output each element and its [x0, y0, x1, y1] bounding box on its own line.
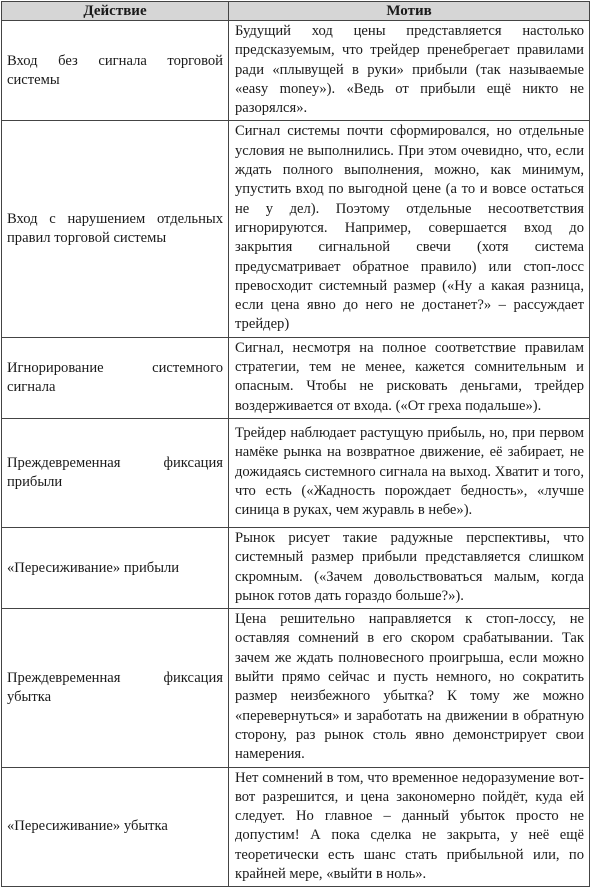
- motive-cell: Цена решительно направляется к стоп-лоссу, не оставляя сомнений в его скором срабатывании. Так зачем же ждать полновесного проигрыша, если можно выйти прямо сейчас и пусть немного, но сократить размер неизбежного убытка? К тому же можно «перевернуться» и заработать на движении в обратную сторону, раз рынок столь явно демонстрирует свои намерения.: [229, 609, 590, 767]
- table-row: [2, 21, 590, 121]
- motive-cell: Трейдер наблюдает растущую прибыль, но, при первом намёке рынка на возвратное движение, её забирает, не дожидаясь системного сигнала на выход. Хватит и того, что есть («Жадность порождает бедность», «лучше синица в руках, чем журавль в небе»).: [229, 418, 590, 527]
- motive-cell: Будущий ход цены представляется настолько предсказуемым, что трейдер пренебрегает правилами ради «плывущей в руки» прибыли (так называемые «easy money»). «Ведь от прибыли ещё никто не разорялся».: [229, 21, 590, 121]
- actions-motives-table: [1, 1, 590, 887]
- table-header-row: [2, 2, 590, 21]
- table-row: [2, 121, 590, 337]
- motive-cell: Сигнал, несмотря на полное соответствие правилам стратегии, тем не менее, кажется сомнительным и опасным. Чтобы не рисковать деньгами, трейдер воздерживается от входа. («От греха подальше»).: [229, 337, 590, 418]
- motive-cell: Сигнал системы почти сформировался, но отдельные условия не выполнились. При этом очевидно, что, если ждать полного выполнения, можно, как минимум, упустить вход по выгодной цене (а то и вовсе остаться не у дел). Поэтому отдельные несоответствия игнорируются. Например, совершается вход до закрытия сигнальной свечи (хотя система предусматривает обратное правило) или стоп-лосс превосходит системный размер («Ну а какая разница, если цена явно до него не достанет?» – рассуждает трейдер): [229, 121, 590, 337]
- motive-cell: Нет сомнений в том, что временное недоразумение вот-вот разрешится, и цена закономерно пойдёт, куда ей следует. Но главное – данный убыток просто не допустим! А пока сделка не закрыта, у неё ещё теоретически есть шанс стать прибыльной или, по крайней мере, «выйти в ноль».: [229, 767, 590, 887]
- action-cell: «Пересиживание» прибыли: [2, 527, 229, 608]
- table-row: [2, 609, 590, 767]
- table-row: [2, 767, 590, 887]
- table-row: [2, 527, 590, 608]
- action-cell: Вход без сигнала торговой системы: [2, 21, 229, 121]
- action-cell: Вход с нарушением отдельных правил торговой системы: [2, 121, 229, 337]
- action-cell: «Пересиживание» убытка: [2, 767, 229, 887]
- column-header-motive: Мотив: [229, 2, 590, 21]
- table-row: [2, 337, 590, 418]
- action-cell: Преждевременная фиксация прибыли: [2, 418, 229, 527]
- action-cell: Игнорирование системного сигнала: [2, 337, 229, 418]
- action-cell: Преждевременная фиксация убытка: [2, 609, 229, 767]
- table-row: [2, 418, 590, 527]
- motive-cell: Рынок рисует такие радужные перспективы, что системный размер прибыли представляется слишком скромным. («Зачем довольствоваться малым, когда рынок готов дать гораздо больше?»).: [229, 527, 590, 608]
- column-header-action: Действие: [2, 2, 229, 21]
